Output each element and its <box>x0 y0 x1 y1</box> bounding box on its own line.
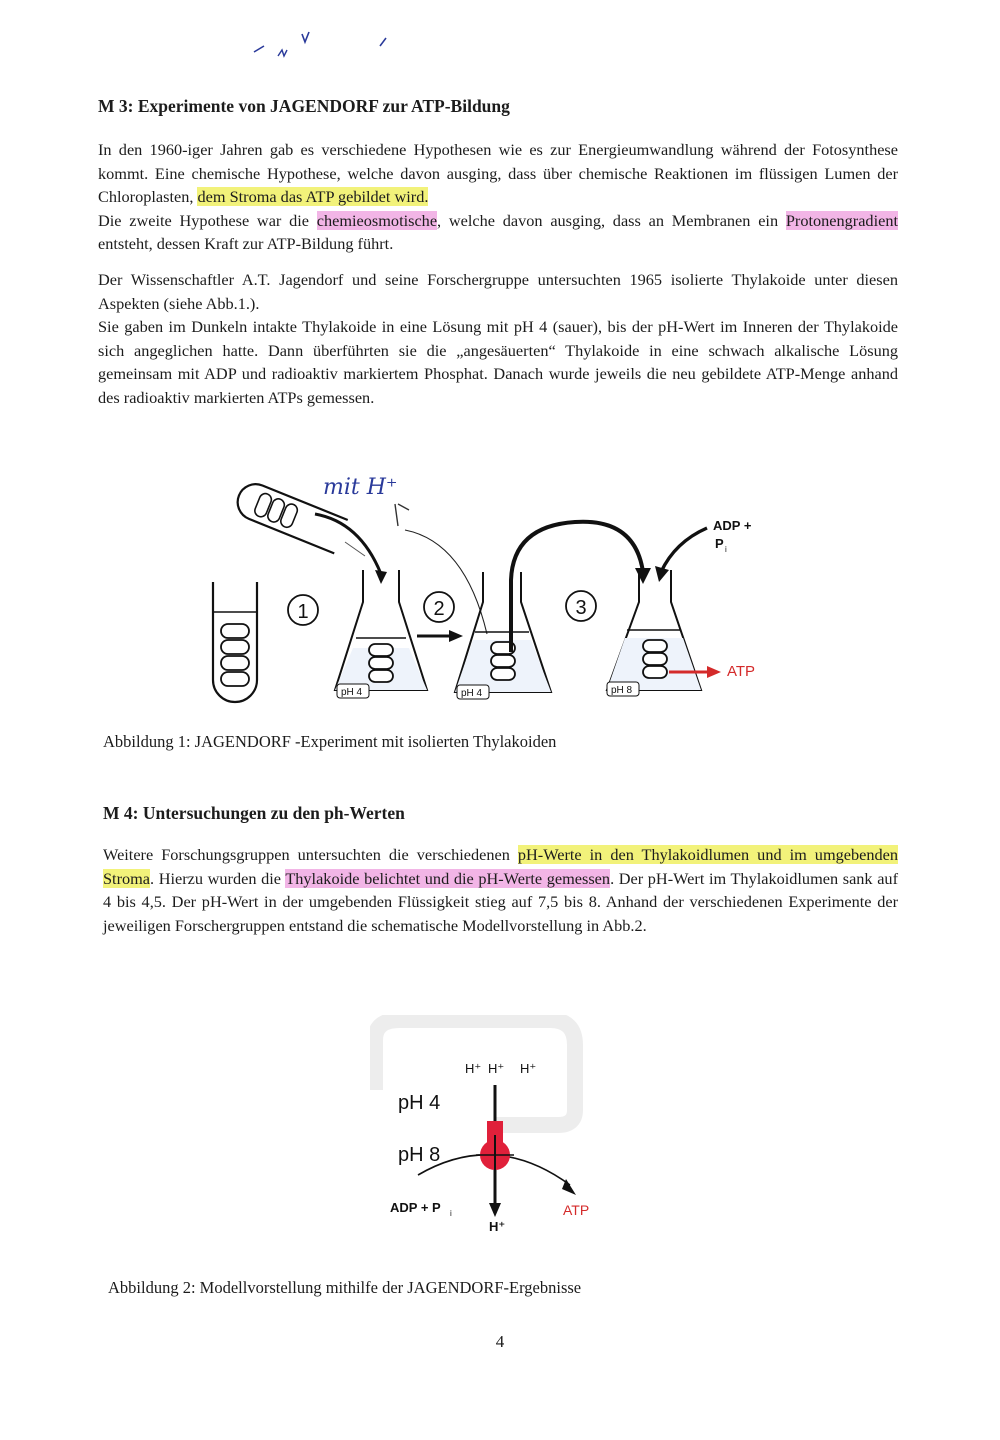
m3-heading: M 3: Experimente von JAGENDORF zur ATP-Bildung <box>98 96 510 116</box>
m4-text-b: . Hierzu wurden die <box>150 868 286 888</box>
m3-paragraph-hypotheses <box>98 138 898 410</box>
ph-stroma-label: pH 8 <box>398 1144 441 1166</box>
m4-text-c: . Der pH-Wert im Thylakoidlumen sank auf 4 bis 4,5. Der pH-Wert in der umgebenden Flüssigkeit stieg auf 7,5 bis 8. Anhand der verschiedenen Experimente der jeweiligen Forschergruppen entstand die schematische Modellvorstellung in Abb.2. <box>103 868 898 935</box>
proton-label-3: H⁺ <box>520 1061 537 1076</box>
highlight-stroma-atp: dem Stroma das ATP gebildet wird. <box>197 187 429 207</box>
step-2-label: 2 <box>433 598 445 620</box>
m4-heading: M 4: Untersuchungen zu den ph-Werten <box>103 803 405 823</box>
flask-1 <box>335 570 427 698</box>
m3-p2-text-b: Sie gaben im Dunkeln intakte Thylakoide in eine Lösung mit pH 4 (sauer), bis der pH-Wert im Inneren der Thylakoide sich angeglichen hatte. Dann überführten sie die „angesäuerten“ Thylakoide in eine schwach alkalische Lösung gemeinsam mit ADP und radioaktiv markiertem Phosphat. Danach wurde jeweils die neu gebildete ATP-Menge anhand des radioaktiv markierten ATPs gemessen. <box>98 317 898 407</box>
highlight-ph-werte: pH-Werte in den Thylakoidlumen und im umgebenden Stroma <box>103 845 898 888</box>
highlight-chemieosmotische: chemieosmotische <box>316 210 438 230</box>
proton-label-1: H⁺ <box>465 1061 482 1076</box>
atp-label: ATP <box>727 663 756 680</box>
m3-p1-text-a: In den 1960-iger Jahren gab es verschiedene Hypothesen wie es zur Energieumwandlung während der Fotosynthese kommt. Eine chemische Hypothese, welche davon ausging, dass über chemische Reaktionen im flüssigen Lumen der Chloroplasten, <box>98 140 898 207</box>
step-1-label: 1 <box>297 601 309 623</box>
handwritten-annotation: mit H⁺ <box>323 475 398 500</box>
m3-p1-text-c: , welche davon ausging, dass an Membranen ein <box>437 210 786 230</box>
atp-product-label: ATP <box>563 1202 590 1218</box>
highlight-thylakoide-belichtet: Thylakoide belichtet und die pH-Werte gemessen <box>285 868 611 888</box>
test-tube <box>213 582 257 702</box>
m4-text-a: Weitere Forschungsgruppen untersuchten die verschiedenen <box>103 845 518 864</box>
figure-2-model <box>370 1015 610 1240</box>
flask-3 <box>607 570 701 696</box>
m3-p1-text-b: Die zweite Hypothese war die <box>98 210 317 230</box>
proton-label-bottom: H⁺ <box>489 1219 506 1234</box>
pi-label: P <box>715 536 724 551</box>
page-number: 4 <box>495 1332 505 1351</box>
ph-lumen-label: pH 4 <box>398 1092 441 1114</box>
m3-p2-text-a: Der Wissenschaftler A.T. Jagendorf und seine Forschergruppe untersuchten 1965 isolierte Thylakoide unter diesen Aspekten (siehe Abb.1.). <box>98 269 898 313</box>
flask-2-ph-label: pH 4 <box>461 688 483 699</box>
step-3-label: 3 <box>575 597 587 619</box>
m3-p1-text-d: entsteht, dessen Kraft zur ATP-Bildung führt. <box>98 234 394 254</box>
flask-2 <box>455 572 551 699</box>
adp-label: ADP + <box>713 518 752 533</box>
pi-subscript: i <box>725 545 727 554</box>
adp-pi-label: ADP + P <box>390 1200 441 1215</box>
flask-1-ph-label: pH 4 <box>341 687 363 698</box>
handwritten-scribble <box>240 22 400 72</box>
proton-label-2: H⁺ <box>488 1061 505 1076</box>
figure-1-jagendorf-experiment <box>195 462 785 717</box>
m4-paragraph <box>103 843 898 937</box>
highlight-protonengradient: Protonengradient <box>785 210 898 230</box>
adp-pi-subscript: i <box>450 1209 452 1218</box>
figure-2-caption: Abbildung 2: Modellvorstellung mithilfe der JAGENDORF-Ergebnisse <box>108 1278 582 1297</box>
flask-3-ph-label: pH 8 <box>611 685 633 696</box>
figure-1-caption: Abbildung 1: JAGENDORF -Experiment mit isolierten Thylakoiden <box>103 732 557 751</box>
